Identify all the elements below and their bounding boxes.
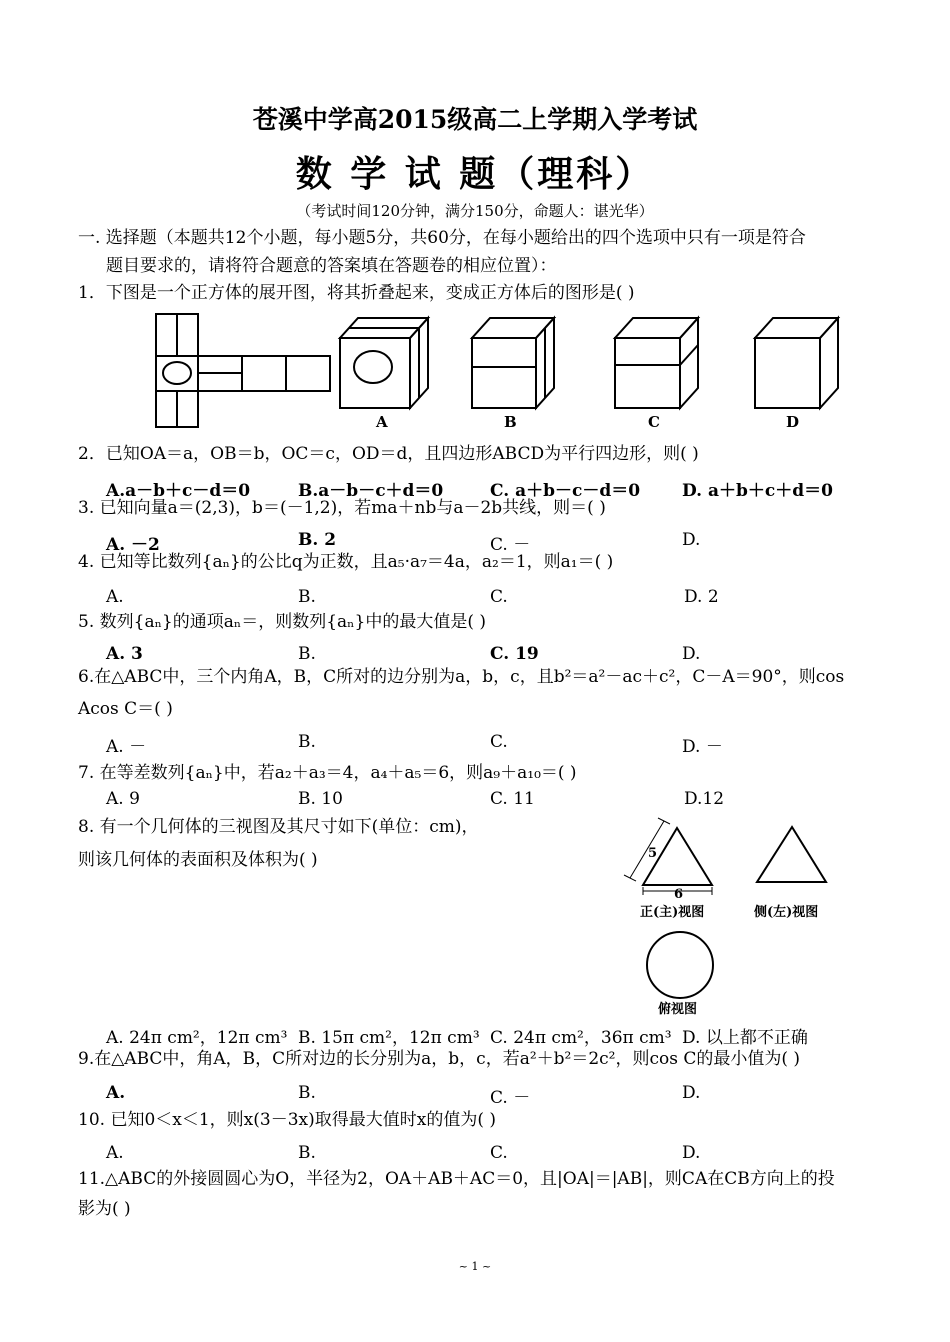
q8-side-view-label: 侧(左)视图	[754, 905, 819, 920]
q9-option-b: B.	[298, 1083, 316, 1103]
q3-option-d: D.	[682, 530, 701, 550]
q8-stem-line1: 8. 有一个几何体的三视图及其尺寸如下(单位：cm)，	[78, 817, 479, 837]
q1-label-a: A	[376, 413, 388, 431]
q8-three-views-figure	[620, 815, 850, 1020]
q1-label-d: D	[786, 413, 800, 431]
q10-option-d: D.	[682, 1143, 701, 1163]
q4-option-c: C.	[490, 587, 508, 607]
q10-option-c: C.	[490, 1143, 508, 1163]
q6-stem-line1: 6.在△ABC中，三个内角A，B，C所对的边分别为a，b，c，且b²＝a²－ac＋c²，C－A＝90°，则cos	[78, 667, 845, 687]
section-heading-line1: 一. 选择题（本题共12个小题，每小题5分，共60分，在每小题给出的四个选项中只有一项是符合	[78, 228, 806, 248]
q7-option-a: A. 9	[106, 789, 140, 809]
q8-front-view-label: 正(主)视图	[640, 905, 705, 920]
q10-stem: 10. 已知0＜x＜1，则x(3－3x)取得最大值时x的值为( )	[78, 1110, 496, 1130]
q2-option-c: C. a＋b－c－d＝0	[490, 481, 641, 501]
q7-option-c: C. 11	[490, 789, 535, 809]
exam-info: （考试时间120分钟，满分150分，命题人：谌光华）	[296, 202, 654, 220]
q2-option-b: B.a－b－c＋d＝0	[298, 481, 444, 501]
q5-option-b: B.	[298, 644, 316, 664]
q1-stem: 1．下图是一个正方体的展开图，将其折叠起来，变成正方体后的图形是( )	[78, 283, 635, 303]
q6-option-a: A. －	[106, 737, 147, 757]
q5-option-a: A. 3	[106, 644, 143, 664]
q10-option-b: B.	[298, 1143, 316, 1163]
q8-dim-base: 6	[674, 887, 684, 902]
q1-label-c: C	[648, 413, 660, 431]
q7-option-b: B. 10	[298, 789, 343, 809]
section-heading-line2: 题目要求的，请将符合题意的答案填在答题卷的相应位置）：	[106, 256, 557, 276]
q1-label-b: B	[504, 413, 517, 431]
q2-option-a: A.a－b＋c－d＝0	[106, 481, 251, 501]
q4-option-d: D. 2	[684, 587, 719, 607]
q9-option-a: A.	[106, 1083, 126, 1103]
q5-option-d: D.	[682, 644, 701, 664]
q6-option-d: D. －	[682, 737, 723, 757]
q1-cube-figure	[150, 310, 850, 435]
page-number: ~ 1 ~	[458, 1260, 492, 1273]
q8-option-d: D. 以上都不正确	[682, 1028, 808, 1048]
q8-option-a: A. 24π cm²，12π cm³	[106, 1028, 288, 1048]
q8-option-c: C. 24π cm²，36π cm³	[490, 1028, 672, 1048]
q4-stem: 4. 已知等比数列{aₙ}的公比q为正数，且a₅·a₇＝4a，a₂＝1，则a₁＝( )	[78, 552, 614, 572]
q9-option-c: C. －	[490, 1088, 531, 1108]
q11-stem-line1: 11.△ABC的外接圆圆心为O，半径为2，OA＋AB＋AC＝0，且|OA|＝|AB|，则CA在CB方向上的投	[78, 1169, 835, 1189]
q2-stem: 2．已知OA＝a，OB＝b，OC＝c，OD＝d，且四边形ABCD为平行四边形，则( )	[78, 444, 699, 464]
q8-top-view-label: 俯视图	[658, 1002, 698, 1017]
q2-option-d: D. a＋b＋c＋d＝0	[682, 481, 833, 501]
q6-stem-line2: Acos C＝( )	[78, 699, 173, 719]
q5-option-c: C. 19	[490, 644, 539, 664]
q6-option-b: B.	[298, 732, 316, 752]
q11-stem-line2: 影为( )	[78, 1199, 131, 1219]
q4-option-a: A.	[106, 587, 124, 607]
q3-option-c: C. －	[490, 535, 531, 555]
q3-option-a: A. －2	[106, 535, 160, 555]
school-title: 苍溪中学高2015级高二上学期入学考试	[252, 105, 698, 134]
q8-option-b: B. 15π cm²，12π cm³	[298, 1028, 480, 1048]
q5-stem: 5. 数列{aₙ}的通项aₙ＝，则数列{aₙ}中的最大值是( )	[78, 612, 487, 632]
q3-stem: 3. 已知向量a＝(2,3)，b＝(－1,2)，若ma＋nb与a－2b共线，则＝( )	[78, 498, 606, 518]
q8-stem-line2: 则该几何体的表面积及体积为( )	[78, 850, 318, 870]
q9-option-d: D.	[682, 1083, 701, 1103]
q6-option-c: C.	[490, 732, 508, 752]
q3-option-b: B. 2	[298, 530, 337, 550]
q7-stem: 7. 在等差数列{aₙ}中，若a₂＋a₃＝4，a₄＋a₅＝6，则a₉＋a₁₀＝( )	[78, 763, 577, 783]
q8-dim-slant: 5	[648, 846, 658, 861]
q4-option-b: B.	[298, 587, 316, 607]
q9-stem: 9.在△ABC中，角A，B，C所对边的长分别为a，b，c，若a²＋b²＝2c²，则cos C的最小值为( )	[78, 1049, 801, 1069]
q10-option-a: A.	[106, 1143, 124, 1163]
q7-option-d: D.12	[684, 789, 725, 809]
subject-title: 数 学 试 题（理科）	[295, 153, 655, 195]
